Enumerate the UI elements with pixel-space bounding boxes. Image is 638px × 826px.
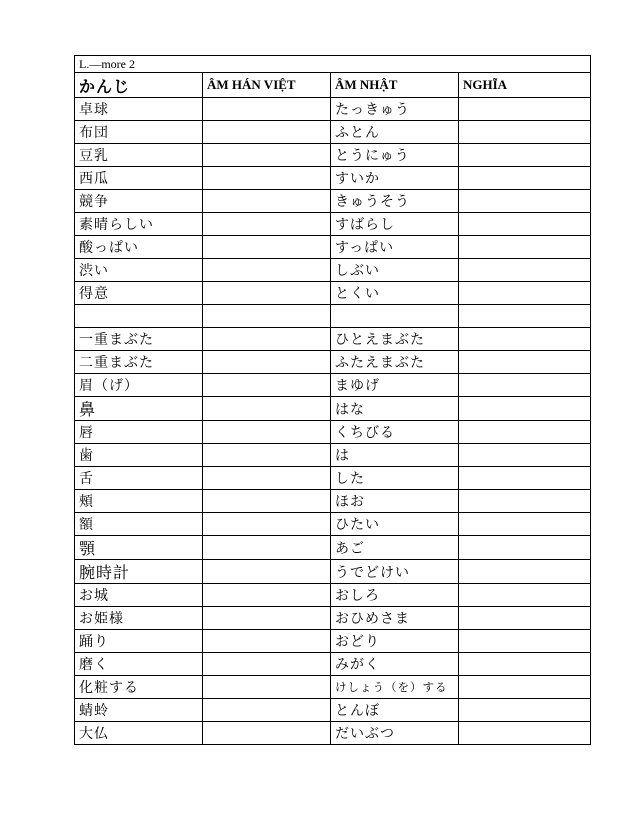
table-row: [75, 722, 591, 745]
am-han-viet-cell: [203, 259, 331, 282]
am-han-viet-cell: [203, 584, 331, 607]
table-row: [75, 536, 591, 560]
table-row: [75, 421, 591, 444]
nghia-cell: [459, 190, 591, 213]
kanji-cell: 唇: [75, 421, 203, 444]
kanji-cell: 腕時計: [75, 560, 203, 584]
nghia-cell: [459, 144, 591, 167]
nghia-cell: [459, 513, 591, 536]
table-row: [75, 699, 591, 722]
nghia-cell: [459, 490, 591, 513]
am-han-viet-cell: [203, 328, 331, 351]
table-row: [75, 144, 591, 167]
kanji-cell: 蜻蛉: [75, 699, 203, 722]
nghia-cell: [459, 676, 591, 699]
nghia-cell: [459, 236, 591, 259]
am-han-viet-cell: [203, 467, 331, 490]
header-am-nhat: ÂM NHẬT: [331, 73, 459, 98]
table-row: [75, 190, 591, 213]
kanji-cell: 得意: [75, 282, 203, 305]
header-am-han-viet: ÂM HÁN VIỆT: [203, 73, 331, 98]
nghia-cell: [459, 305, 591, 328]
nghia-cell: [459, 467, 591, 490]
am-nhat-cell: とんぼ: [331, 699, 459, 722]
kanji-cell: 頰: [75, 490, 203, 513]
nghia-cell: [459, 167, 591, 190]
table-row: [75, 351, 591, 374]
am-nhat-cell: ひとえまぶた: [331, 328, 459, 351]
am-han-viet-cell: [203, 213, 331, 236]
kanji-cell: 卓球: [75, 98, 203, 121]
kanji-cell: 西瓜: [75, 167, 203, 190]
table-row: [75, 444, 591, 467]
nghia-cell: [459, 584, 591, 607]
am-nhat-cell: おひめさま: [331, 607, 459, 630]
table-row: [75, 236, 591, 259]
table-row: [75, 676, 591, 699]
am-han-viet-cell: [203, 236, 331, 259]
am-han-viet-cell: [203, 121, 331, 144]
am-nhat-cell: は: [331, 444, 459, 467]
table-row: [75, 560, 591, 584]
am-nhat-cell: うでどけい: [331, 560, 459, 584]
am-han-viet-cell: [203, 282, 331, 305]
am-han-viet-cell: [203, 98, 331, 121]
am-nhat-cell: すいか: [331, 167, 459, 190]
table-row: [75, 98, 591, 121]
kanji-cell: 酸っぱい: [75, 236, 203, 259]
am-nhat-cell: ひたい: [331, 513, 459, 536]
nghia-cell: [459, 98, 591, 121]
kanji-cell: 豆乳: [75, 144, 203, 167]
am-han-viet-cell: [203, 536, 331, 560]
am-han-viet-cell: [203, 397, 331, 421]
nghia-cell: [459, 722, 591, 745]
nghia-cell: [459, 351, 591, 374]
kanji-cell: お姫様: [75, 607, 203, 630]
am-nhat-cell: [331, 305, 459, 328]
vocabulary-table-body: [75, 56, 591, 745]
nghia-cell: [459, 259, 591, 282]
nghia-cell: [459, 560, 591, 584]
table-row: [75, 630, 591, 653]
nghia-cell: [459, 653, 591, 676]
am-nhat-cell: くちびる: [331, 421, 459, 444]
am-nhat-cell: すっぱい: [331, 236, 459, 259]
table-row: [75, 305, 591, 328]
table-row: [75, 328, 591, 351]
table-row: [75, 167, 591, 190]
am-nhat-cell: おどり: [331, 630, 459, 653]
table-row: [75, 282, 591, 305]
am-han-viet-cell: [203, 444, 331, 467]
am-nhat-cell: まゆげ: [331, 374, 459, 397]
am-han-viet-cell: [203, 676, 331, 699]
kanji-cell: 眉（げ）: [75, 374, 203, 397]
kanji-cell: 渋い: [75, 259, 203, 282]
header-row: [75, 73, 591, 98]
table-row: [75, 513, 591, 536]
kanji-cell: 踊り: [75, 630, 203, 653]
kanji-cell: 顎: [75, 536, 203, 560]
table-row: [75, 467, 591, 490]
table-row: [75, 121, 591, 144]
am-nhat-cell: しぶい: [331, 259, 459, 282]
am-han-viet-cell: [203, 351, 331, 374]
lesson-title: L.—more 2: [75, 56, 591, 73]
nghia-cell: [459, 374, 591, 397]
am-nhat-cell: とうにゅう: [331, 144, 459, 167]
kanji-cell: [75, 305, 203, 328]
nghia-cell: [459, 213, 591, 236]
kanji-cell: 額: [75, 513, 203, 536]
am-han-viet-cell: [203, 513, 331, 536]
am-nhat-cell: きゅうそう: [331, 190, 459, 213]
kanji-cell: 磨く: [75, 653, 203, 676]
table-row: [75, 653, 591, 676]
nghia-cell: [459, 607, 591, 630]
am-nhat-cell: した: [331, 467, 459, 490]
am-nhat-cell: たっきゅう: [331, 98, 459, 121]
am-nhat-cell: はな: [331, 397, 459, 421]
am-nhat-cell: ふたえまぶた: [331, 351, 459, 374]
header-kanji: かんじ: [75, 73, 203, 98]
am-han-viet-cell: [203, 305, 331, 328]
kanji-cell: 布団: [75, 121, 203, 144]
nghia-cell: [459, 328, 591, 351]
nghia-cell: [459, 444, 591, 467]
am-nhat-cell: けしょう（を）する: [331, 676, 459, 699]
kanji-cell: 化粧する: [75, 676, 203, 699]
kanji-cell: 素晴らしい: [75, 213, 203, 236]
kanji-cell: お城: [75, 584, 203, 607]
am-han-viet-cell: [203, 560, 331, 584]
table-row: [75, 607, 591, 630]
kanji-cell: 一重まぶた: [75, 328, 203, 351]
kanji-cell: 鼻: [75, 397, 203, 421]
nghia-cell: [459, 630, 591, 653]
am-han-viet-cell: [203, 699, 331, 722]
am-han-viet-cell: [203, 421, 331, 444]
am-nhat-cell: だいぶつ: [331, 722, 459, 745]
table-row: [75, 374, 591, 397]
am-han-viet-cell: [203, 722, 331, 745]
vocabulary-table: [74, 55, 591, 745]
nghia-cell: [459, 121, 591, 144]
nghia-cell: [459, 397, 591, 421]
am-nhat-cell: すばらし: [331, 213, 459, 236]
kanji-cell: 舌: [75, 467, 203, 490]
kanji-cell: 大仏: [75, 722, 203, 745]
table-row: [75, 397, 591, 421]
am-nhat-cell: ふとん: [331, 121, 459, 144]
am-han-viet-cell: [203, 167, 331, 190]
title-row: [75, 56, 591, 73]
kanji-cell: 競争: [75, 190, 203, 213]
am-han-viet-cell: [203, 374, 331, 397]
am-nhat-cell: とくい: [331, 282, 459, 305]
am-nhat-cell: おしろ: [331, 584, 459, 607]
nghia-cell: [459, 699, 591, 722]
am-han-viet-cell: [203, 490, 331, 513]
kanji-cell: 二重まぶた: [75, 351, 203, 374]
nghia-cell: [459, 282, 591, 305]
am-han-viet-cell: [203, 190, 331, 213]
table-row: [75, 490, 591, 513]
table-row: [75, 213, 591, 236]
table-row: [75, 259, 591, 282]
am-nhat-cell: みがく: [331, 653, 459, 676]
am-han-viet-cell: [203, 653, 331, 676]
am-han-viet-cell: [203, 607, 331, 630]
am-nhat-cell: あご: [331, 536, 459, 560]
am-han-viet-cell: [203, 630, 331, 653]
am-han-viet-cell: [203, 144, 331, 167]
header-nghia: NGHĨA: [459, 73, 591, 98]
nghia-cell: [459, 536, 591, 560]
nghia-cell: [459, 421, 591, 444]
table-row: [75, 584, 591, 607]
am-nhat-cell: ほお: [331, 490, 459, 513]
kanji-cell: 歯: [75, 444, 203, 467]
